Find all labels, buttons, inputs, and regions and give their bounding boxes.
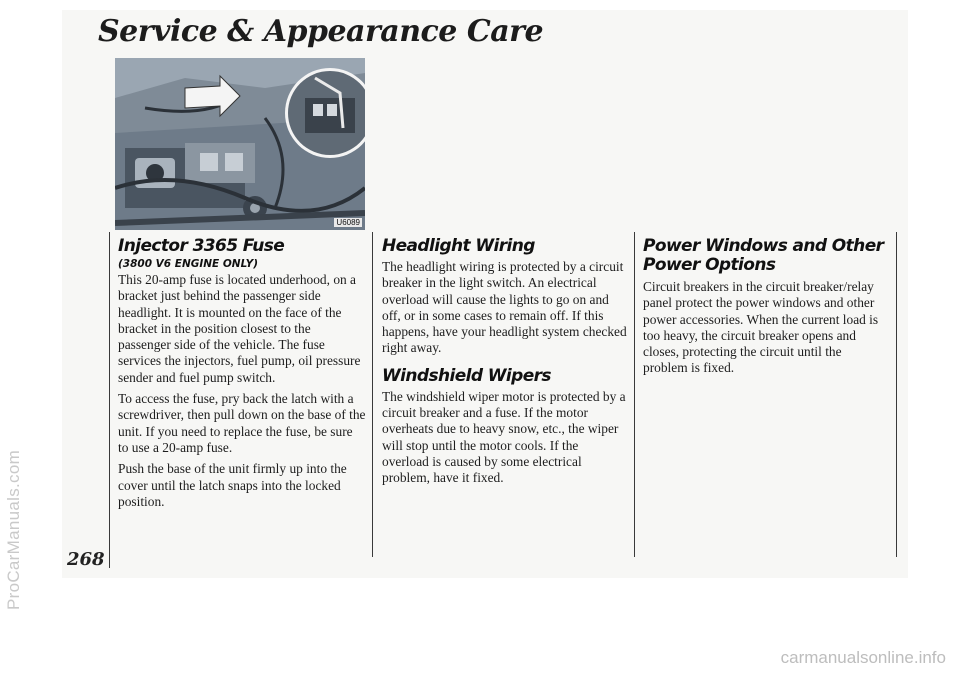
bottom-watermark: carmanualsonline.info — [780, 648, 946, 667]
engine-bay-photo — [115, 58, 365, 230]
column-headlight-wipers — [382, 237, 628, 492]
heading-headlight-wiring: Headlight Wiring — [382, 236, 535, 256]
page-number: 268 — [67, 549, 105, 570]
heading-windshield-wipers: Windshield Wipers — [382, 365, 551, 386]
paragraph-headlight-wiring: The headlight wiring is protected by a circuit breaker in the light switch. An electrical overload will cause the lights to go on and off, or in some cases to remain off. If this happens, have your headlight system checked right away. — [382, 259, 627, 356]
heading-power-windows — [643, 237, 889, 275]
paragraph-power-windows: Circuit breakers in the circuit breaker/relay panel protect the power windows and other power accessories. When the current load is too heavy, the circuit breaker opens and closes, protecting the circuit until the problem is fixed. — [643, 279, 879, 376]
heading-power-windows-line2: Power Options — [643, 255, 776, 275]
paragraph-windshield-wipers: The windshield wiper motor is protected by a circuit breaker and a fuse. If the motor overheats due to heavy snow, etc., the wiper will stop until the motor cools. If the overload is caused by some electrical problem, have it fixed. — [382, 388, 626, 486]
left-margin-rule-lower — [109, 540, 110, 568]
column-power-windows — [643, 237, 889, 382]
figure-code: U6089 — [336, 218, 360, 227]
right-margin-rule — [896, 232, 897, 557]
column-injector-fuse — [118, 237, 366, 515]
left-margin-rule — [109, 232, 110, 557]
page-title: Service & Appearance Care — [98, 14, 544, 49]
subheading-engine: (3800 V6 ENGINE ONLY) — [118, 258, 259, 270]
paragraph-fuse-location: This 20-amp fuse is located underhood, on a bracket just behind the passenger side headlight. It is mounted on the face of the bracket in the position closest to the passenger side of the vehicle. The fuse services the injectors, fuel pump, oil pressure sender and fuel pump switch. — [118, 272, 361, 385]
column-divider-1 — [372, 232, 373, 557]
column-divider-2 — [634, 232, 635, 557]
paragraph-fuse-reinstall: Push the base of the unit firmly up into the cover until the latch snaps into the locked position. — [118, 461, 347, 509]
heading-injector-fuse: Injector 3365 Fuse — [118, 236, 285, 256]
heading-power-windows-line1: Power Windows and Other — [643, 236, 884, 256]
side-watermark: ProCarManuals.com — [4, 449, 23, 610]
paragraph-fuse-access: To access the fuse, pry back the latch with a screwdriver, then pull down on the base of the unit. If you need to replace the fuse, be sure to use a 20-amp fuse. — [118, 391, 366, 455]
